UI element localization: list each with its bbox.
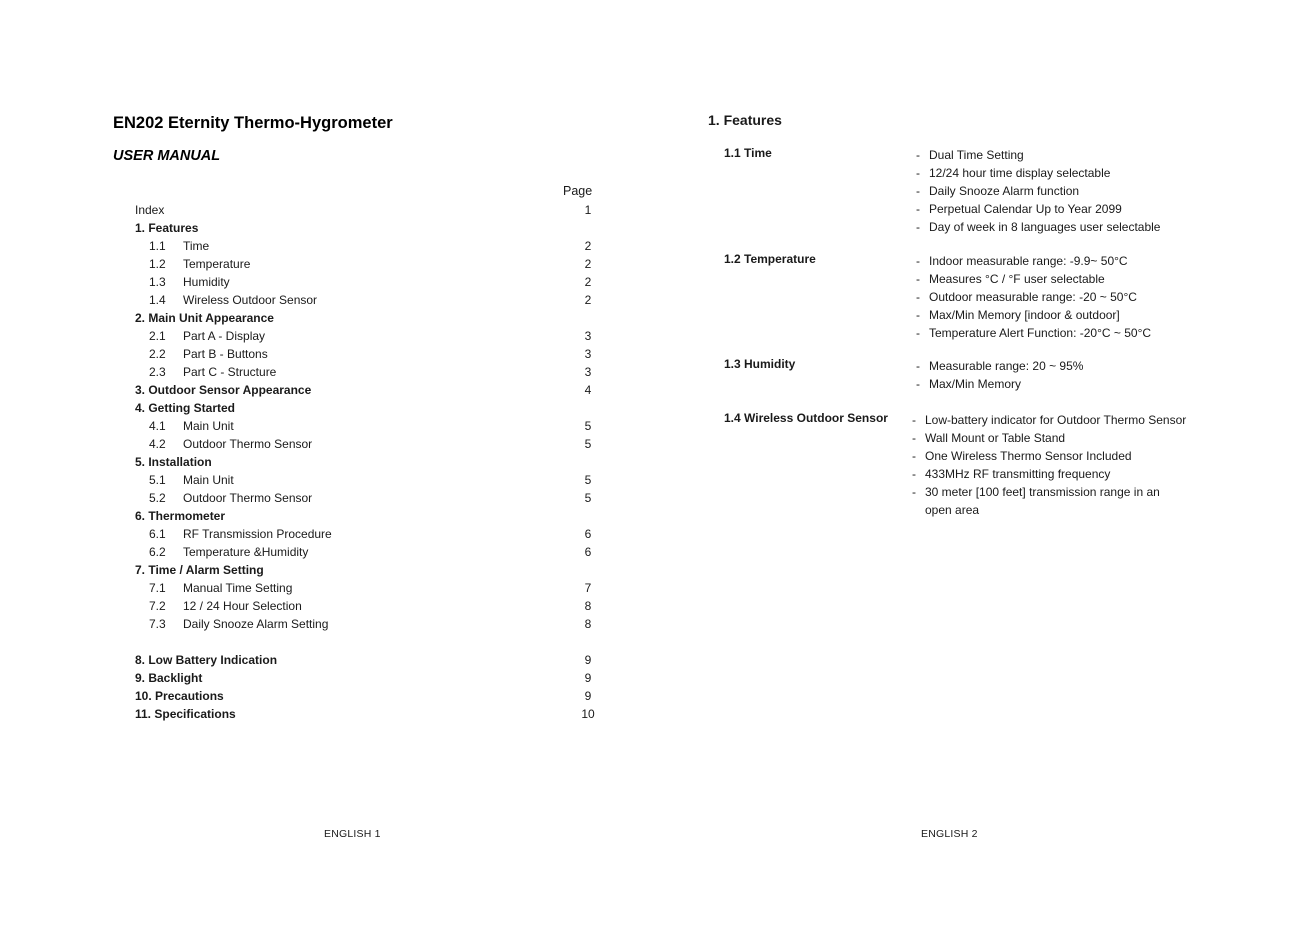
toc-page-number: 1	[584, 203, 592, 217]
feature-item	[916, 270, 1151, 288]
toc-row	[135, 291, 605, 309]
toc-row	[135, 309, 605, 327]
toc-page-number: 9	[584, 653, 592, 667]
toc-entry-number: 4.1	[149, 419, 166, 433]
toc-entry-label: 9. Backlight	[135, 671, 203, 685]
toc-entry-label: Humidity	[183, 275, 230, 289]
feature-list	[916, 252, 1151, 342]
features-title: 1. Features	[708, 112, 782, 128]
feature-item	[916, 357, 1083, 375]
toc-page-number: 5	[584, 419, 592, 433]
toc-row	[135, 201, 605, 219]
feature-item	[912, 483, 1186, 501]
toc-entry-label: RF Transmission Procedure	[183, 527, 332, 541]
toc-page-number: 5	[584, 437, 592, 451]
feature-item	[916, 288, 1151, 306]
feature-heading: 1.4 Wireless Outdoor Sensor	[724, 411, 888, 425]
document-subtitle: USER MANUAL	[113, 148, 221, 164]
feature-item	[916, 200, 1160, 218]
toc-entry-number: 2.2	[149, 347, 166, 361]
toc-entry-number: 7.1	[149, 581, 166, 595]
toc-entry-label: 5. Installation	[135, 455, 212, 469]
toc-row	[135, 615, 605, 633]
feature-item-text: Temperature Alert Function: -20°C ~ 50°C	[929, 326, 1152, 340]
toc-row	[135, 561, 605, 579]
toc-entry-label: Part A - Display	[183, 329, 266, 343]
feature-item-text: Day of week in 8 languages user selectable	[929, 220, 1161, 234]
toc-row	[135, 597, 605, 615]
toc-entry-label: Wireless Outdoor Sensor	[183, 293, 318, 307]
feature-item	[912, 501, 1186, 519]
feature-item	[912, 411, 1186, 429]
toc-page-number: 8	[584, 599, 592, 613]
bullet-dash: -	[916, 148, 920, 162]
feature-list	[916, 146, 1160, 236]
toc-row	[135, 435, 605, 453]
right-page	[652, 0, 1304, 952]
toc-entry-label: 6. Thermometer	[135, 509, 226, 523]
bullet-dash: -	[912, 431, 916, 445]
toc-entry-number: 1.2	[149, 257, 166, 271]
toc-entry-label: 7. Time / Alarm Setting	[135, 563, 264, 577]
bullet-dash: -	[916, 326, 920, 340]
bullet-dash: -	[916, 254, 920, 268]
feature-list	[916, 357, 1083, 393]
toc-page-column-header: Page	[563, 184, 593, 198]
toc-entry-label: 11. Specifications	[135, 707, 236, 721]
toc-page-number: 6	[584, 527, 592, 541]
bullet-dash: -	[916, 290, 920, 304]
toc-row	[135, 381, 605, 399]
toc-row	[135, 273, 605, 291]
toc-row	[135, 669, 605, 687]
feature-item-text: Measurable range: 20 ~ 95%	[929, 359, 1084, 373]
toc-row	[135, 399, 605, 417]
toc-entry-label: Daily Snooze Alarm Setting	[183, 617, 329, 631]
toc-page-number: 5	[584, 473, 592, 487]
toc-entry-number: 6.2	[149, 545, 166, 559]
toc-entry-label: 1. Features	[135, 221, 199, 235]
document-title: EN202 Eternity Thermo-Hygrometer	[113, 114, 393, 132]
toc-row	[135, 219, 605, 237]
bullet-dash: -	[912, 413, 916, 427]
toc-row	[135, 237, 605, 255]
bullet-dash: -	[916, 359, 920, 373]
toc-entry-label: Part B - Buttons	[183, 347, 268, 361]
toc-entry-label: Outdoor Thermo Sensor	[183, 437, 313, 451]
feature-item-text: 12/24 hour time display selectable	[929, 166, 1111, 180]
toc-row	[135, 345, 605, 363]
feature-item	[912, 447, 1186, 465]
feature-heading: 1.2 Temperature	[724, 252, 816, 266]
toc-entry-number: 1.3	[149, 275, 166, 289]
toc-entry-label: Part C - Structure	[183, 365, 277, 379]
toc-page-number: 8	[584, 617, 592, 631]
bullet-dash: -	[916, 166, 920, 180]
toc-entry-number: 1.1	[149, 239, 166, 253]
toc-row	[135, 525, 605, 543]
toc-entry-number: 5.2	[149, 491, 166, 505]
bullet-dash: -	[916, 202, 920, 216]
toc-page-number: 2	[584, 275, 592, 289]
toc-page-number: 3	[584, 329, 592, 343]
toc-entry-number: 5.1	[149, 473, 166, 487]
toc-page-number: 9	[584, 671, 592, 685]
toc-row	[135, 651, 605, 669]
toc-row	[135, 579, 605, 597]
feature-item	[916, 182, 1160, 200]
toc-row	[135, 327, 605, 345]
bullet-dash: -	[912, 485, 916, 499]
toc-page-number: 4	[584, 383, 592, 397]
feature-item-text: open area	[925, 503, 980, 517]
toc-row	[135, 543, 605, 561]
toc-entry-label: Temperature &Humidity	[183, 545, 309, 559]
toc-entry-label: 12 / 24 Hour Selection	[183, 599, 302, 613]
toc-entry-label: 4. Getting Started	[135, 401, 236, 415]
toc-entry-number: 7.2	[149, 599, 166, 613]
feature-item-text: Perpetual Calendar Up to Year 2099	[929, 202, 1122, 216]
toc-entry-label: Temperature	[183, 257, 251, 271]
toc-page-number: 3	[584, 347, 592, 361]
feature-item	[916, 218, 1160, 236]
toc-row	[135, 507, 605, 525]
toc-entry-label: 3. Outdoor Sensor Appearance	[135, 383, 312, 397]
page-footer-right: ENGLISH 2	[921, 828, 978, 840]
feature-item	[912, 465, 1186, 483]
toc-entry-number: 1.4	[149, 293, 166, 307]
toc-row	[135, 255, 605, 273]
feature-item-text: Outdoor measurable range: -20 ~ 50°C	[929, 290, 1137, 304]
toc-entry-label: 8. Low Battery Indication	[135, 653, 278, 667]
feature-item-text: Wall Mount or Table Stand	[925, 431, 1066, 445]
toc-entry-label: Time	[183, 239, 210, 253]
toc-row	[135, 489, 605, 507]
toc-entry-label: Outdoor Thermo Sensor	[183, 491, 313, 505]
toc-entry-number: 2.1	[149, 329, 166, 343]
bullet-dash: -	[916, 220, 920, 234]
feature-item	[912, 429, 1186, 447]
toc-page-number: 2	[584, 239, 592, 253]
feature-item-text: Dual Time Setting	[929, 148, 1024, 162]
toc-page-number: 5	[584, 491, 592, 505]
feature-item	[916, 164, 1160, 182]
toc-row	[135, 705, 605, 723]
feature-item	[916, 252, 1151, 270]
feature-item-text: Daily Snooze Alarm function	[929, 184, 1080, 198]
bullet-dash: -	[912, 449, 916, 463]
toc-row	[135, 417, 605, 435]
toc-entry-label: 2. Main Unit Appearance	[135, 311, 274, 325]
bullet-dash: -	[916, 184, 920, 198]
bullet-dash: -	[916, 272, 920, 286]
bullet-dash: -	[916, 377, 920, 391]
feature-item	[916, 375, 1083, 393]
toc-entry-label: Index	[135, 203, 165, 217]
toc-page-number: 2	[584, 293, 592, 307]
toc-row	[135, 453, 605, 471]
toc-entry-number: 6.1	[149, 527, 166, 541]
feature-item-text: Indoor measurable range: -9.9~ 50°C	[929, 254, 1128, 268]
toc-page-number: 6	[584, 545, 592, 559]
feature-item-text: Max/Min Memory	[929, 377, 1022, 391]
toc-entry-label: Manual Time Setting	[183, 581, 293, 595]
bullet-dash: -	[912, 467, 916, 481]
toc-page-number: 9	[584, 689, 592, 703]
toc-row	[135, 687, 605, 705]
toc-page-number: 10	[581, 707, 595, 721]
toc-entry-label: Main Unit	[183, 473, 234, 487]
toc-page-number: 3	[584, 365, 592, 379]
feature-item-text: 30 meter [100 feet] transmission range in an	[925, 485, 1160, 499]
feature-item	[916, 306, 1151, 324]
page-footer-left: ENGLISH 1	[324, 828, 381, 840]
toc-entry-label: 10. Precautions	[135, 689, 224, 703]
feature-list	[912, 411, 1186, 519]
feature-item	[916, 324, 1151, 342]
toc-entry-label: Main Unit	[183, 419, 234, 433]
toc-entry-number: 4.2	[149, 437, 166, 451]
toc-row	[135, 471, 605, 489]
feature-heading: 1.1 Time	[724, 146, 772, 160]
toc-entry-number: 2.3	[149, 365, 166, 379]
toc-row	[135, 363, 605, 381]
feature-item-text: 433MHz RF transmitting frequency	[925, 467, 1111, 481]
bullet-dash: -	[916, 308, 920, 322]
feature-heading: 1.3 Humidity	[724, 357, 796, 371]
feature-item	[916, 146, 1160, 164]
feature-item-text: One Wireless Thermo Sensor Included	[925, 449, 1132, 463]
toc-page-number: 7	[584, 581, 592, 595]
feature-item-text: Low-battery indicator for Outdoor Thermo Sensor	[925, 413, 1187, 427]
toc-entry-number: 7.3	[149, 617, 166, 631]
table-of-contents	[135, 201, 605, 723]
feature-item-text: Measures °C / °F user selectable	[929, 272, 1105, 286]
feature-item-text: Max/Min Memory [indoor & outdoor]	[929, 308, 1120, 322]
toc-page-number: 2	[584, 257, 592, 271]
